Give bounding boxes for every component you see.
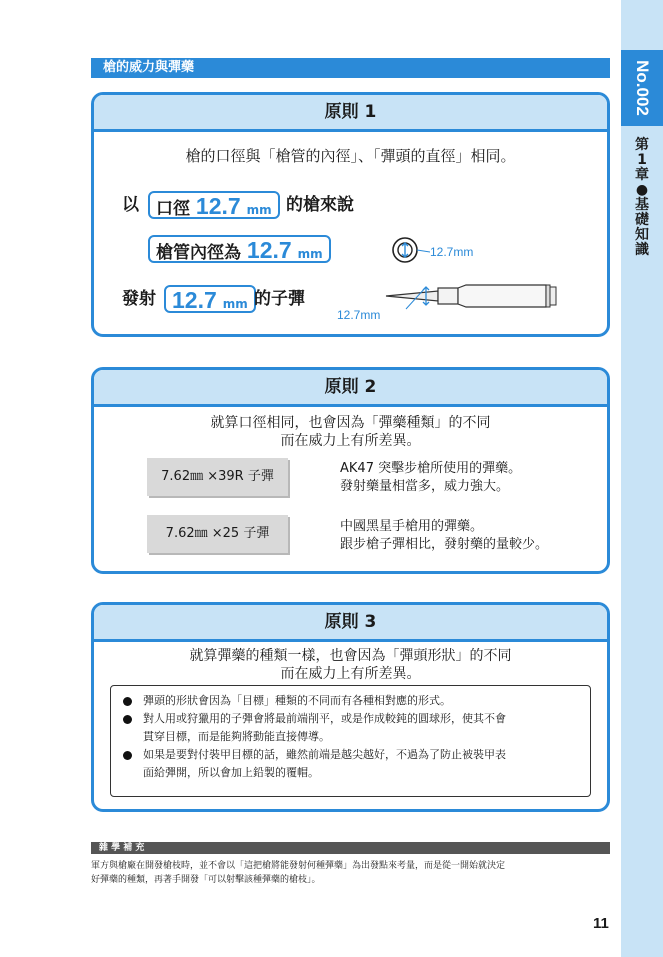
chapter-char: 識 [635, 242, 649, 258]
caliber-value: 12.7 [195, 193, 241, 219]
ammo-desc-2 [340, 518, 548, 554]
ammo-desc-line: 發射藥量相當多，威力強大。 [340, 479, 510, 494]
bullet-diagram-icon [366, 277, 586, 317]
trivia-line: 軍方與槍廠在開發槍枝時，並不會以「這把槍將能發射何種彈藥」為出發點來考量，而是從一開始就決定 [91, 861, 506, 871]
list-item-line: 彈頭的形狀會因為「目標」種類的不同而有各種相對應的形式。 [143, 694, 451, 707]
ammo-desc-line: AK47 突擊步槍所使用的彈藥。 [340, 461, 522, 476]
list-item [121, 692, 582, 710]
rule-1-line1-suffix: 的槍來說 [286, 195, 354, 215]
ammo-desc-line: 中國黑星手槍用的彈藥。 [340, 519, 484, 534]
ammo-desc-line: 跟步槍子彈相比，發射藥的量較少。 [340, 537, 549, 552]
bore-unit: mm [297, 247, 323, 261]
bore-value: 12.7 [246, 237, 292, 263]
rule-1-line3-prefix: 發射 [122, 289, 156, 309]
list-item-line: 面給彈開，所以會加上鉛製的覆帽。 [143, 766, 319, 779]
list-item-line: 如果是要對付裝甲目標的話，雖然前端是越尖越好，不過為了防止被裝甲表 [143, 748, 506, 761]
bore-pill [148, 235, 331, 263]
bore-label: 槍管內徑為 [156, 243, 241, 263]
chapter-char: 基 [635, 197, 649, 213]
bullet-unit: mm [222, 297, 248, 311]
caliber-pill [148, 191, 280, 219]
chapter-char: 知 [635, 227, 649, 243]
rule-3-box [91, 602, 610, 812]
chapter-char: 第 [635, 137, 649, 153]
rule-1-line3-suffix: 的子彈 [254, 289, 305, 309]
ammo-label-1: 7.62㎜ ×39R 子彈 [147, 458, 288, 496]
bullet-caption: 12.7mm [337, 308, 381, 322]
rule-3-statement-line1: 就算彈藥的種類一樣，也會因為「彈頭形狀」的不同 [189, 648, 512, 664]
ammo-label-2: 7.62㎜ ×25 子彈 [147, 515, 288, 553]
bullet-pill [164, 285, 256, 313]
chapter-char: 1 [637, 152, 647, 168]
topic-number: No.002 [633, 60, 652, 116]
trivia-title: 雜 學 補 充 [91, 842, 610, 854]
bullet-value: 12.7 [172, 287, 217, 313]
rule-1-line1-prefix: 以 [122, 195, 139, 215]
caliber-unit: mm [246, 203, 272, 217]
rule-3-statement-line2: 而在威力上有所差異。 [280, 666, 421, 682]
chapter-char: ● [635, 182, 649, 198]
page-number: 11 [593, 915, 609, 932]
list-item [121, 746, 582, 782]
rule-2-box [91, 367, 610, 574]
list-item-line: 貫穿目標，而是能夠將動能直接傳導。 [143, 730, 330, 743]
chapter-char: 礎 [635, 212, 649, 228]
bullet-list [110, 685, 591, 797]
rule-1-box [91, 92, 610, 337]
section-title: 槍的威力與彈藥 [91, 58, 610, 78]
bore-cross-section-icon [390, 235, 430, 265]
list-item [121, 710, 582, 746]
list-item-line: 對人用或狩獵用的子彈會將最前端削平，或是作成較鈍的圓球形，使其不會 [143, 712, 506, 725]
rule-2-title: 原則 2 [94, 370, 607, 407]
rule-1-title: 原則 1 [94, 95, 607, 132]
rule-2-statement-line2: 而在威力上有所差異。 [280, 433, 421, 449]
rule-3-title: 原則 3 [94, 605, 607, 642]
rule-1-statement: 槍的口徑與「槍管的內徑」、「彈頭的直徑」相同。 [185, 147, 516, 165]
ammo-desc-1 [340, 460, 521, 496]
trivia-line: 好彈藥的種類，再著手開發「可以射擊該種彈藥的槍枝」。 [91, 875, 321, 885]
topic-number-tab [621, 50, 663, 126]
chapter-label [621, 138, 663, 268]
rule-2-statement-line1: 就算口徑相同，也會因為「彈藥種類」的不同 [210, 415, 491, 431]
caliber-label: 口徑 [156, 199, 190, 219]
bore-caption: 12.7mm [430, 245, 474, 259]
chapter-char: 章 [635, 167, 649, 183]
trivia-text [91, 859, 619, 887]
